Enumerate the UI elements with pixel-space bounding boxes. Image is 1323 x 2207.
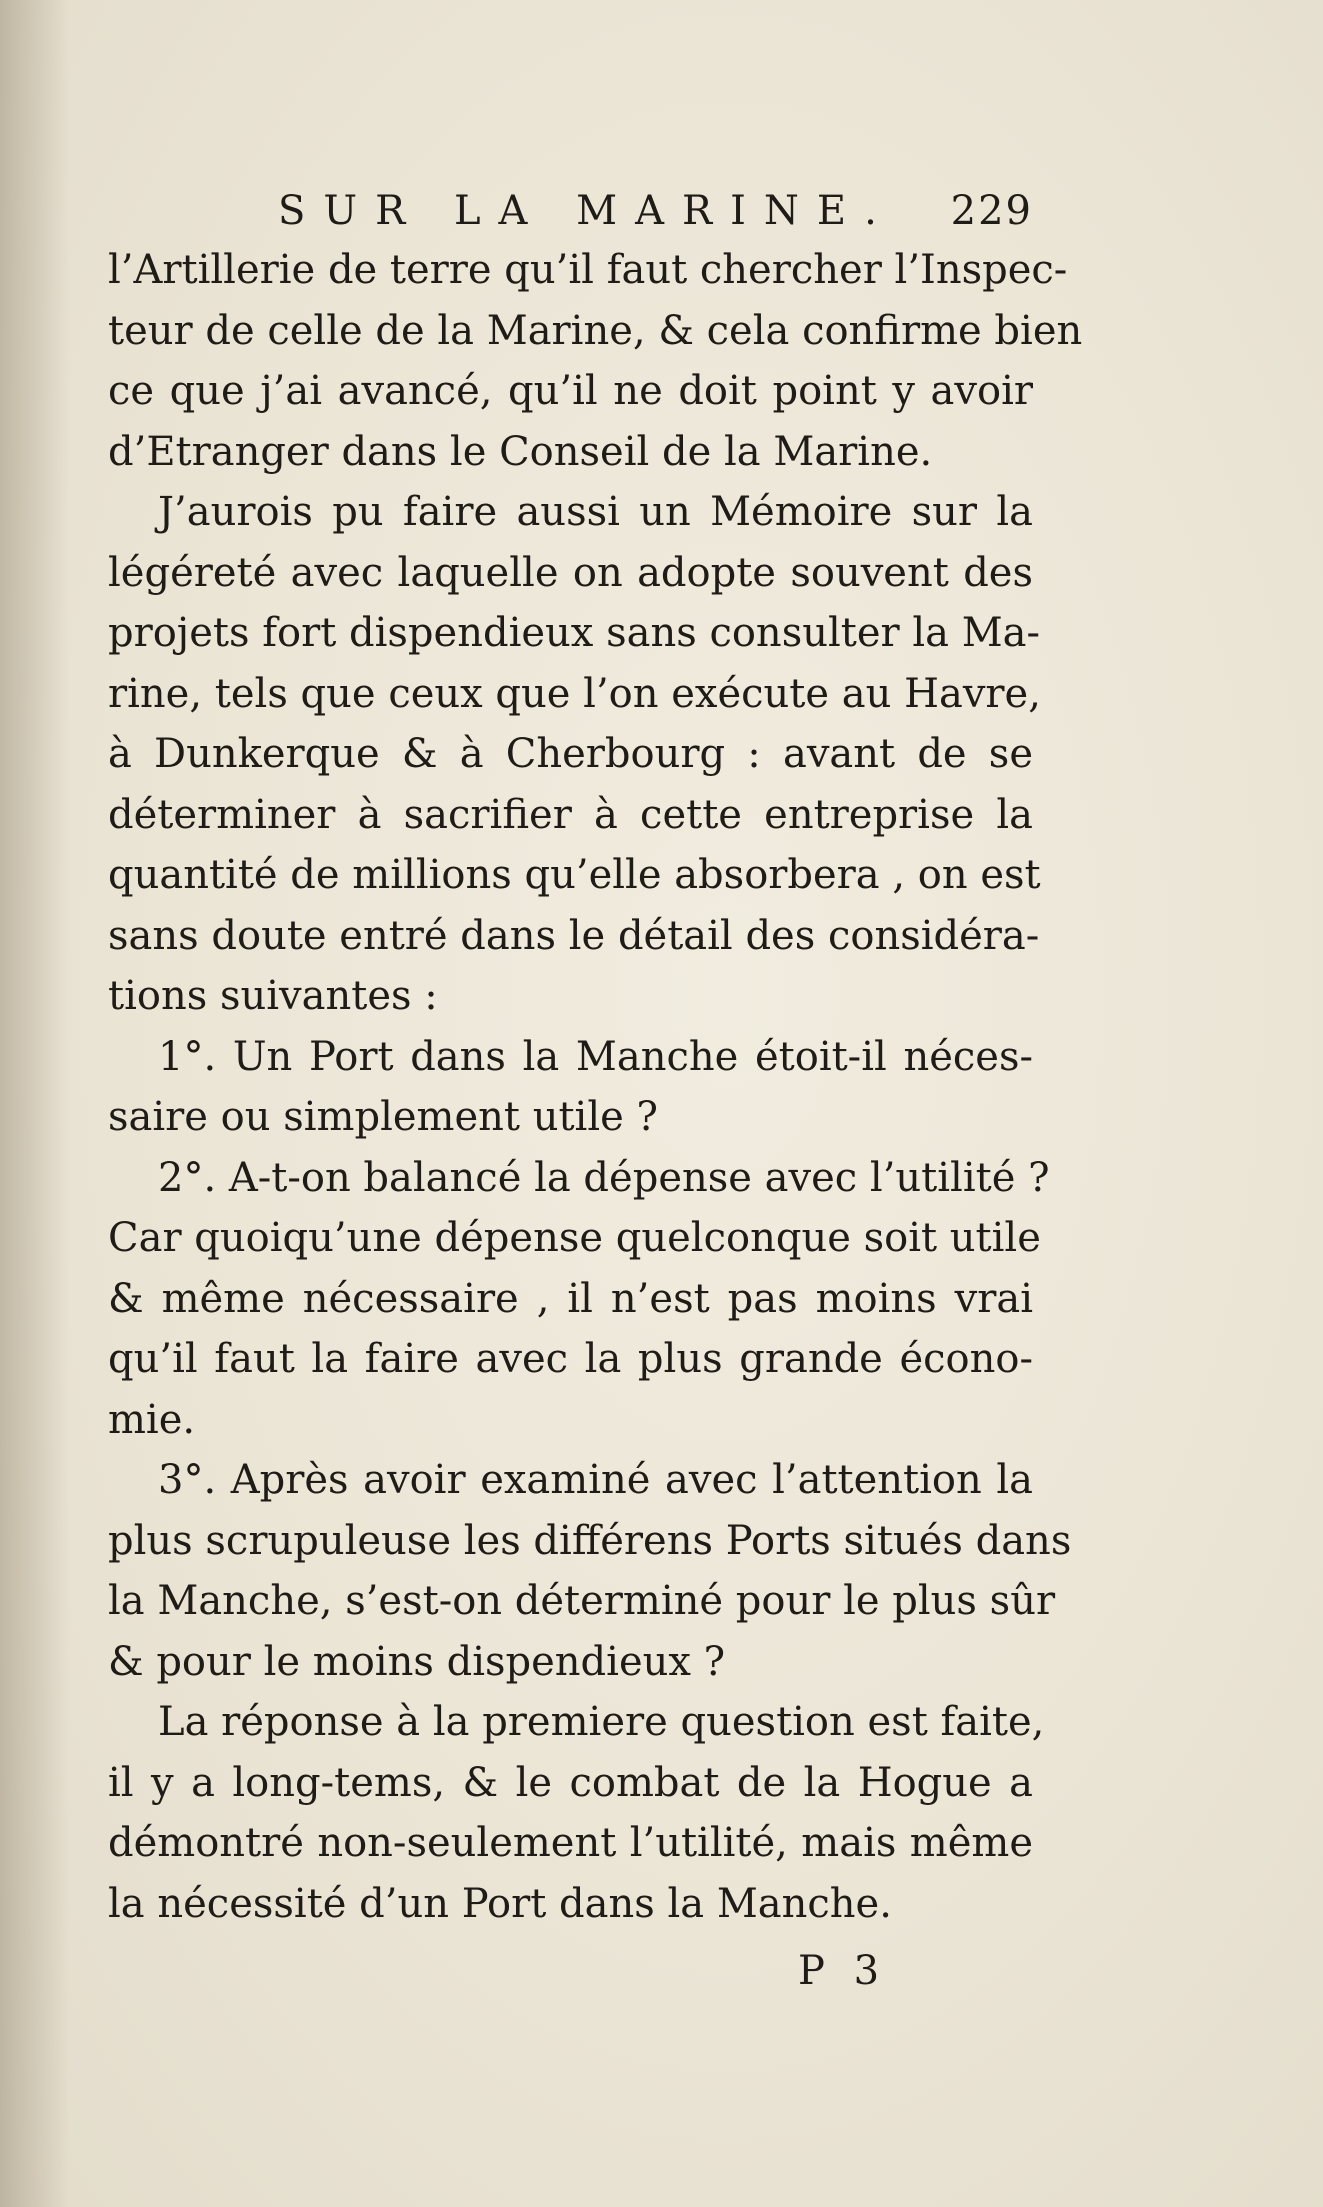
text-line: la Manche, s’est-on déterminé pour le plus sûr <box>108 1578 1056 1624</box>
text-line: légéreté avec laquelle on adopte souvent des <box>108 549 1033 596</box>
text-line: rine, tels que ceux que l’on exécute au Havre, <box>108 670 1041 717</box>
page-number: 229 <box>950 188 1033 234</box>
text-line: J’aurois pu faire aussi un Mémoire sur la <box>158 489 1033 535</box>
text-line: saire ou simplement utile ? <box>108 1094 658 1140</box>
text-line: 1°. Un Port dans la Manche étoit-il néces- <box>158 1033 1033 1080</box>
text-line: plus scrupuleuse les différens Ports situés dans <box>108 1517 1072 1564</box>
text-line: projets fort dispendieux sans consulter la Ma- <box>108 610 1041 656</box>
text-line: déterminer à sacrifier à cette entreprise la <box>108 791 1033 838</box>
text-line: qu’il faut la faire avec la plus grande écono- <box>108 1336 1033 1382</box>
text-line: mie. <box>108 1396 196 1443</box>
text-line: l’Artillerie de terre qu’il faut chercher l’Inspec- <box>108 247 1068 293</box>
text-line: la nécessité d’un Port dans la Manche. <box>108 1880 892 1927</box>
running-head <box>108 180 1033 240</box>
text-line: Car quoiqu’une dépense quelconque soit utile <box>108 1215 1041 1261</box>
text-line: sans doute entré dans le détail des considéra- <box>108 912 1040 959</box>
text-line: & pour le moins dispendieux ? <box>108 1638 726 1685</box>
text-line: quantité de millions qu’elle absorbera , on est <box>108 852 1041 898</box>
running-title: SUR LA MARINE. <box>278 188 895 234</box>
text-line: 3°. Après avoir examiné avec l’attention la <box>158 1457 1033 1503</box>
text-line: teur de celle de la Marine, & cela confirme bien <box>108 307 1083 354</box>
text-line: d’Etranger dans le Conseil de la Marine. <box>108 428 933 475</box>
text-block <box>108 180 1083 1934</box>
text-line: démontré non-seulement l’utilité, mais même <box>108 1820 1033 1866</box>
text-line: à Dunkerque & à Cherbourg : avant de se <box>108 731 1033 777</box>
text-line: La réponse à la premiere question est faite, <box>158 1699 1045 1745</box>
gutter-shadow <box>0 0 70 2207</box>
text-line: & même nécessaire , il n’est pas moins vrai <box>108 1275 1033 1322</box>
signature-mark: P 3 <box>798 1948 888 1994</box>
text-line: 2°. A-t-on balancé la dépense avec l’utilité ? <box>158 1154 1050 1201</box>
text-line: tions suivantes : <box>108 973 438 1019</box>
text-line: il y a long-tems, & le combat de la Hogue a <box>108 1759 1033 1806</box>
text-line: ce que j’ai avancé, qu’il ne doit point y avoir <box>108 368 1033 414</box>
